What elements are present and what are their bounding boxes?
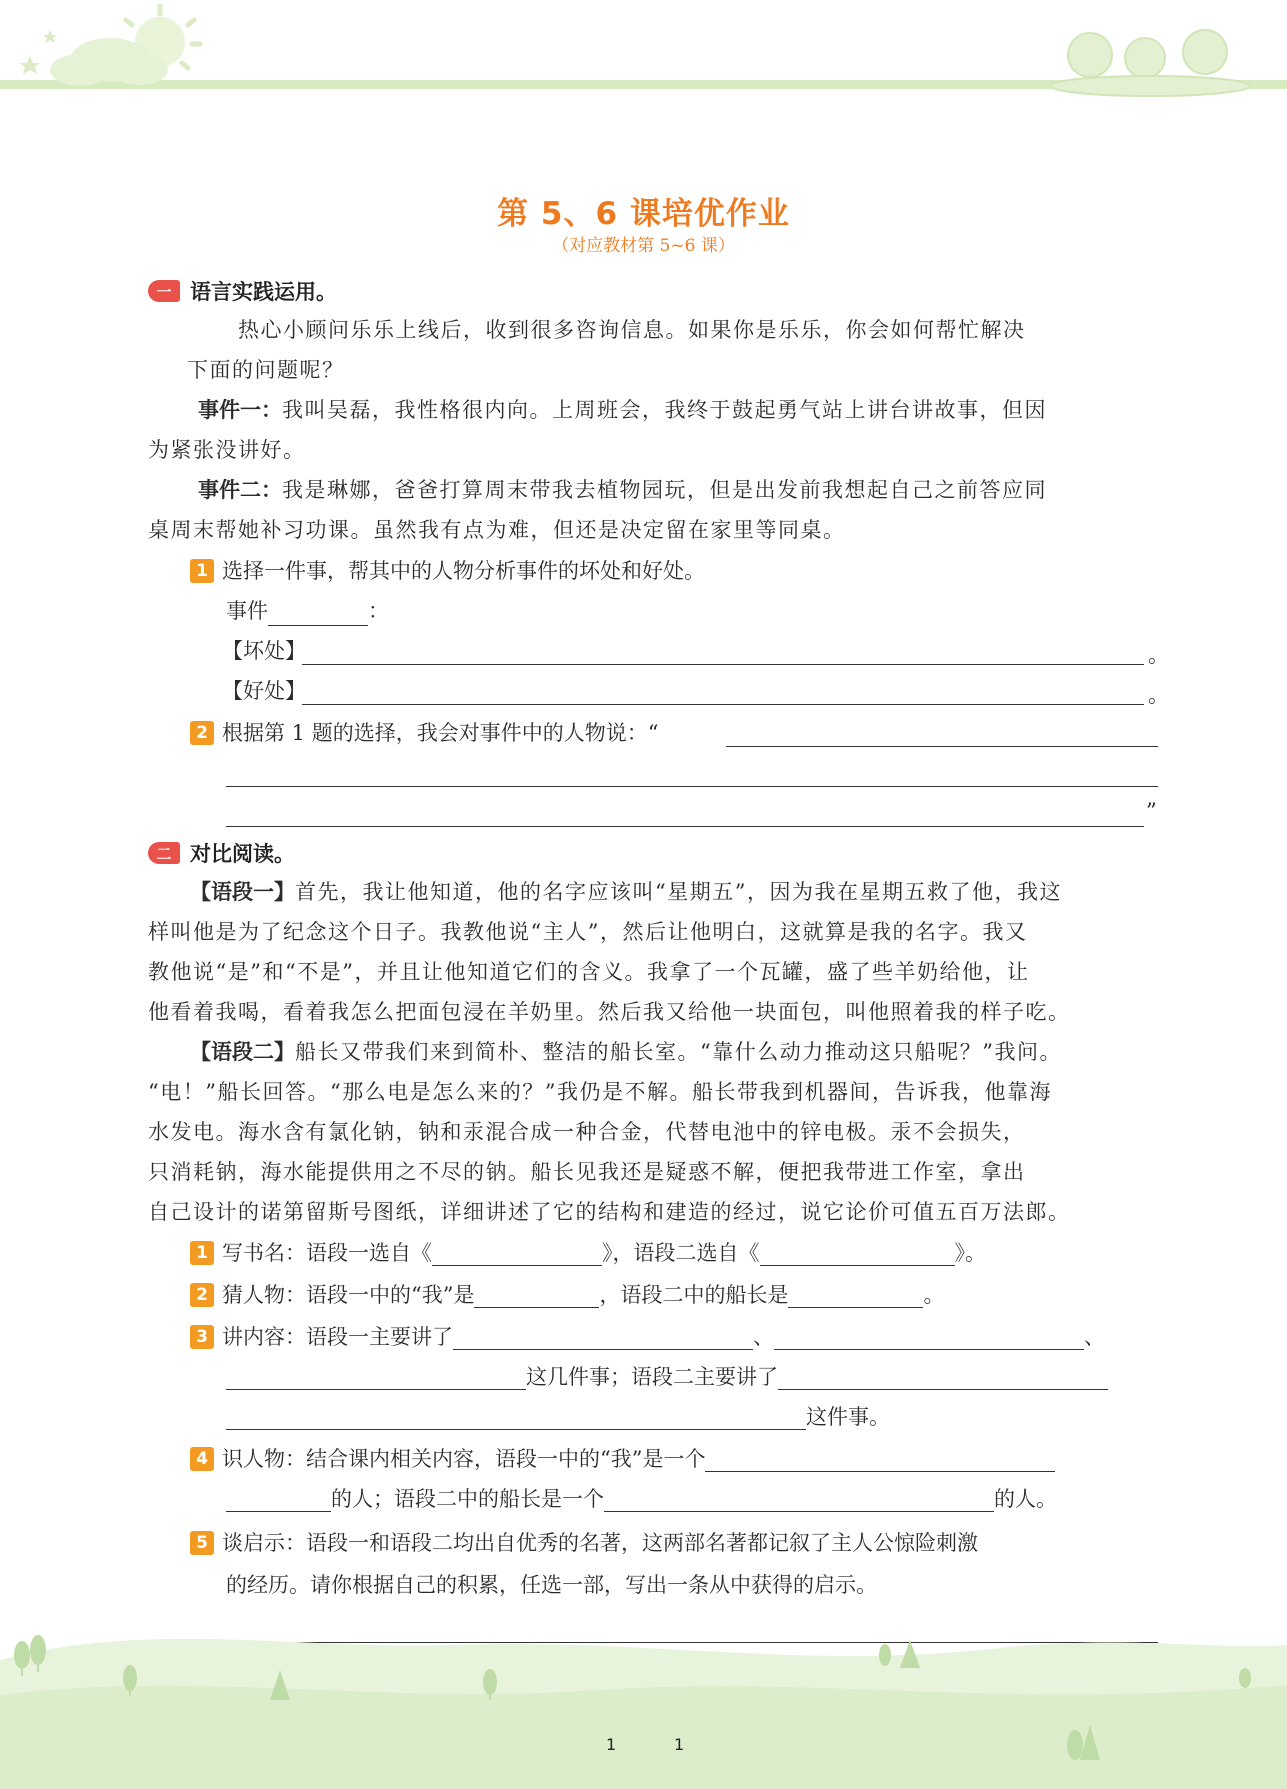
- passage-text: 只消耗钠，海水能提供用之不尽的钠。船长见我还是疑惑不解，便把我带进工作室，拿出: [148, 1160, 1026, 1184]
- question-text: 》。: [954, 1241, 986, 1265]
- trait-blank[interactable]: [604, 1487, 994, 1512]
- question-text: 写书名：语段一选自《: [222, 1241, 432, 1265]
- header-decoration: [0, 0, 1287, 110]
- trait-blank[interactable]: [226, 1487, 331, 1512]
- period: 。: [1148, 683, 1169, 707]
- intro-line: 下面的问题呢？: [187, 358, 345, 382]
- good-answer-blank[interactable]: [302, 704, 1144, 705]
- content-blank[interactable]: [226, 1365, 526, 1390]
- character-blank[interactable]: [474, 1283, 599, 1308]
- question-number: 2: [190, 721, 214, 745]
- question-text: 的人。: [994, 1487, 1057, 1511]
- question-text: 猜人物：语段一中的“我”是: [222, 1283, 475, 1307]
- question-4-line2: [226, 1484, 1057, 1514]
- passage-text: 样叫他是为了纪念这个日子。我教他说“主人”，然后让他明白，这就算是我的名字。我又: [148, 920, 1028, 944]
- event-text: 我是琳娜，爸爸打算周末带我去植物园玩，但是出发前我想起自己之前答应同: [282, 478, 1047, 502]
- question-number: 1: [190, 1241, 214, 1265]
- content-blank[interactable]: [226, 1405, 806, 1430]
- footer-landscape: [0, 1600, 1287, 1789]
- section-title: 语言实践运用。: [190, 280, 337, 304]
- good-label: 【好处】: [222, 679, 306, 703]
- animal-characters-icon: [1050, 30, 1250, 96]
- section-heading-1: [148, 276, 337, 306]
- section-heading-2: [148, 838, 295, 868]
- question-text: 这几件事；语段二主要讲了: [526, 1365, 778, 1389]
- question-text: 这件事。: [806, 1405, 890, 1429]
- section-badge: 二: [148, 842, 180, 864]
- speech-blank[interactable]: [226, 786, 1158, 787]
- question-text: 识人物：结合课内相关内容，语段一中的“我”是一个: [222, 1447, 706, 1471]
- event-choice-label: 事件: [226, 599, 268, 623]
- event-choice-row: [226, 596, 389, 626]
- passage-text: 首先，我让他知道，他的名字应该叫“星期五”，因为我在星期五救了他，我这: [295, 880, 1062, 904]
- question-text: 讲内容：语段一主要讲了: [222, 1325, 453, 1349]
- page-title: 第 5、6 课培优作业: [497, 196, 790, 232]
- question-3-line3: [226, 1402, 890, 1432]
- speech-blank[interactable]: [226, 826, 1144, 827]
- question-1: [190, 556, 705, 586]
- content-blank[interactable]: [778, 1365, 1108, 1390]
- content-blank[interactable]: [774, 1325, 1084, 1350]
- question-text: 选择一件事，帮其中的人物分析事件的坏处和好处。: [222, 559, 705, 583]
- question-number: 3: [190, 1325, 214, 1349]
- question-text: 。: [923, 1283, 945, 1307]
- hill-front: [0, 1685, 1287, 1789]
- question-1: [190, 1238, 986, 1268]
- separator: 、: [753, 1325, 774, 1349]
- event-text: 为紧张没讲好。: [148, 438, 306, 462]
- event-text: 我叫吴磊，我性格很内向。上周班会，我终于鼓起勇气站上讲台讲故事，但因: [282, 398, 1047, 422]
- question-number: 4: [190, 1447, 214, 1471]
- question-3-line2: [226, 1362, 1108, 1392]
- passage-label: 【语段二】: [190, 1040, 295, 1064]
- passage-text: 水发电。海水含有氯化钠，钠和汞混合成一种合金，代替电池中的锌电极。汞不会损失，: [148, 1120, 1026, 1144]
- event-choice-blank[interactable]: [268, 601, 368, 626]
- passage-text: “电！”船长回答。“那么电是怎么来的？”我仍是不解。船长带我到机器间，告诉我，他靠海: [148, 1080, 1052, 1104]
- question-text: 的经历。请你根据自己的积累，任选一部，写出一条从中获得的启示。: [226, 1573, 877, 1597]
- event-label: 事件二：: [198, 478, 282, 502]
- content-blank[interactable]: [453, 1325, 753, 1350]
- book-title-blank[interactable]: [760, 1241, 955, 1266]
- bad-answer-blank[interactable]: [302, 664, 1144, 665]
- passage-text: 教他说“是”和“不是”，并且让他知道它们的含义。我拿了一个瓦罐，盛了些羊奶给他，让: [148, 960, 1030, 984]
- question-text: ，语段二中的船长是: [599, 1283, 789, 1307]
- question-number: 1: [190, 559, 214, 583]
- book-title-blank[interactable]: [432, 1241, 602, 1266]
- passage-label: 【语段一】: [190, 880, 295, 904]
- bad-label: 【坏处】: [222, 639, 306, 663]
- close-quote: ”: [1146, 799, 1157, 823]
- event-label: 事件一：: [198, 398, 282, 422]
- passage-text: 船长又带我们来到简朴、整洁的船长室。“靠什么动力推动这只船呢？”我问。: [295, 1040, 1062, 1064]
- trait-blank[interactable]: [705, 1447, 1055, 1472]
- section-title: 对比阅读。: [190, 842, 295, 866]
- event-two: [198, 475, 1208, 505]
- period: 。: [1148, 643, 1169, 667]
- question-number: 5: [190, 1531, 214, 1555]
- question-text: 的人；语段二中的船长是一个: [331, 1487, 604, 1511]
- passage-text: 自己设计的诺第留斯号图纸，详细讲述了它的结构和建造的经过，说它论价可值五百万法郎。: [148, 1200, 1071, 1224]
- question-text: 谈启示：语段一和语段二均出自优秀的名著，这两部名著都记叙了主人公惊险刺激: [222, 1531, 978, 1555]
- page-number: 1: [606, 1735, 617, 1754]
- event-text: 桌周末帮她补习功课。虽然我有点为难，但还是决定留在家里等同桌。: [148, 518, 846, 542]
- passage-one: [190, 877, 1200, 907]
- question-text: 根据第 1 题的选择，我会对事件中的人物说：“: [222, 721, 659, 745]
- passage-text: 他看着我喝，看着我怎么把面包浸在羊奶里。然后我又给他一块面包，叫他照着我的样子吃。: [148, 1000, 1071, 1024]
- question-text: 》，语段二选自《: [602, 1241, 760, 1265]
- event-one: [198, 395, 1208, 425]
- intro-line: 热心小顾问乐乐上线后，收到很多咨询信息。如果你是乐乐，你会如何帮忙解决: [238, 318, 1026, 342]
- speech-blank[interactable]: [726, 746, 1158, 747]
- colon: ：: [368, 599, 389, 623]
- question-5: [190, 1528, 978, 1558]
- passage-two: [190, 1037, 1200, 1067]
- page-number: 1: [674, 1735, 685, 1754]
- question-4: [190, 1444, 1055, 1474]
- section-badge: 一: [148, 280, 180, 302]
- separator: 、: [1084, 1325, 1105, 1349]
- question-3: [190, 1322, 1105, 1352]
- page-subtitle: （对应教材第 5~6 课）: [552, 236, 735, 256]
- question-number: 2: [190, 1283, 214, 1307]
- question-2: [190, 1280, 944, 1310]
- character-blank[interactable]: [788, 1283, 923, 1308]
- question-2: [190, 718, 658, 748]
